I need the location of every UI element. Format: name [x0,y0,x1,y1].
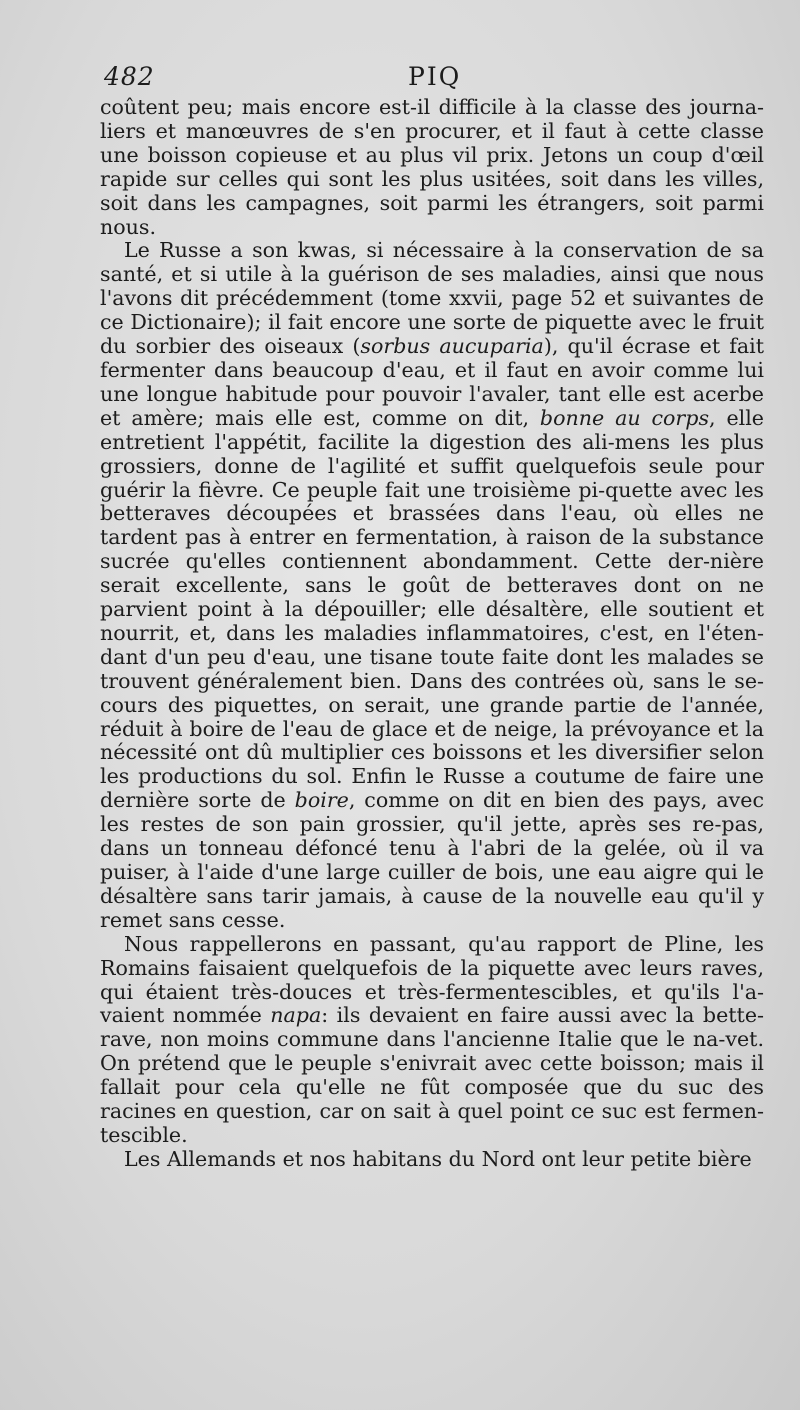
page-header [104,62,764,96]
paragraph-russian-piquette [100,239,764,932]
body-text [100,96,764,1172]
italic-term: sorbus aucuparia [360,334,544,359]
text-segment: , comme on dit en bien des pays, avec les restes de son pain grossier, qu'il jette, après ses re-pas, dans un tonneau défoncé tenu à l'abri de la gelée, où il va puiser, à l'aide d'une large cuiller de bois, une eau aigre qui le désaltère sans tarir jamais, à cause de la nouvelle eau qu'il y remet sans cesse. [100,788,764,932]
italic-term: napa [270,1003,322,1028]
paragraph-northern-beer [100,1148,764,1172]
italic-term: bonne au corps [539,405,710,430]
running-head: PIQ [408,62,462,91]
text-segment: Le Russe a son kwas, si nécessaire à la conservation de sa santé, et si utile à la guérison de ses maladies, ainsi que nous l'avons dit précédemment (tome xxvii, page 52 et suivantes de ce Dictionaire); il fait encore une sorte de piquette avec le fruit du sorbier des oiseaux ( [100,238,764,359]
text-segment: ), qu'il écrase et fait fermenter dans beaucoup d'eau, et il faut en avoir comme lui une longue habitude pour pouvoir l'avaler, tant elle est acerbe et amère; mais elle est, comme on dit, [100,334,764,430]
text-segment: Nous rappellerons en passant, qu'au rapport de Pline, les Romains faisaient quelquefois de la piquette avec leurs raves, qui étaient très-douces et très-fermentescibles, et qu'ils l'a-vaient nommée [100,931,764,1028]
paragraph-roman-piquette [100,933,764,1148]
text-segment: , elle entretient l'appétit, facilite la digestion des ali-mens les plus grossiers, donne de l'agilité et suffit quelquefois seule pour guérir la fièvre. Ce peuple fait une troisième pi-quette avec les betteraves découpées et brassées dans l'eau, où elles ne tardent pas à entrer en fermentation, à raison de la substance sucrée qu'elles contiennent abondamment. Cette der-nière serait excellente, sans le goût de betteraves dont on ne parvient point à la dépouiller; elle désaltère, elle soutient et nourrit, et, dans les maladies inflammatoires, c'est, en l'éten-dant d'un peu d'eau, une tisane toute faite dont les malades se trouvent généralement bien. Dans des contrées où, sans le se-cours des piquettes, on serait, une grande partie de l'année, réduit à boire de l'eau de glace et de neige, la prévoyance et la nécessité ont dû multiplier ces boissons et les diversifier selon les productions du sol. Enfin le Russe a coutume de faire une dernière sorte de [100,405,764,813]
paragraph-continuation [100,96,764,239]
text-segment: Les Allemands et nos habitans du Nord ont leur petite bière [124,1146,752,1171]
text-segment: : ils devaient en faire aussi avec la bette-rave, non moins commune dans l'ancienne Italie que le na-vet. On prétend que le peuple s'enivrait avec cette boisson; mais il fallait pour cela qu'elle ne fût composée que du suc des racines en question, car on sait à quel point ce suc est fermen-tescible. [100,1003,764,1147]
text-segment: coûtent peu; mais encore est-il difficile à la classe des journa-liers et manœuvres de s'en procurer, et il faut à cette classe une boisson copieuse et au plus vil prix. Jetons un coup d'œil rapide sur celles qui sont les plus usitées, soit dans les villes, soit dans les campagnes, soit parmi les étrangers, soit parmi nous. [100,95,764,239]
page-number: 482 [104,62,155,91]
italic-term: boire [294,788,349,813]
